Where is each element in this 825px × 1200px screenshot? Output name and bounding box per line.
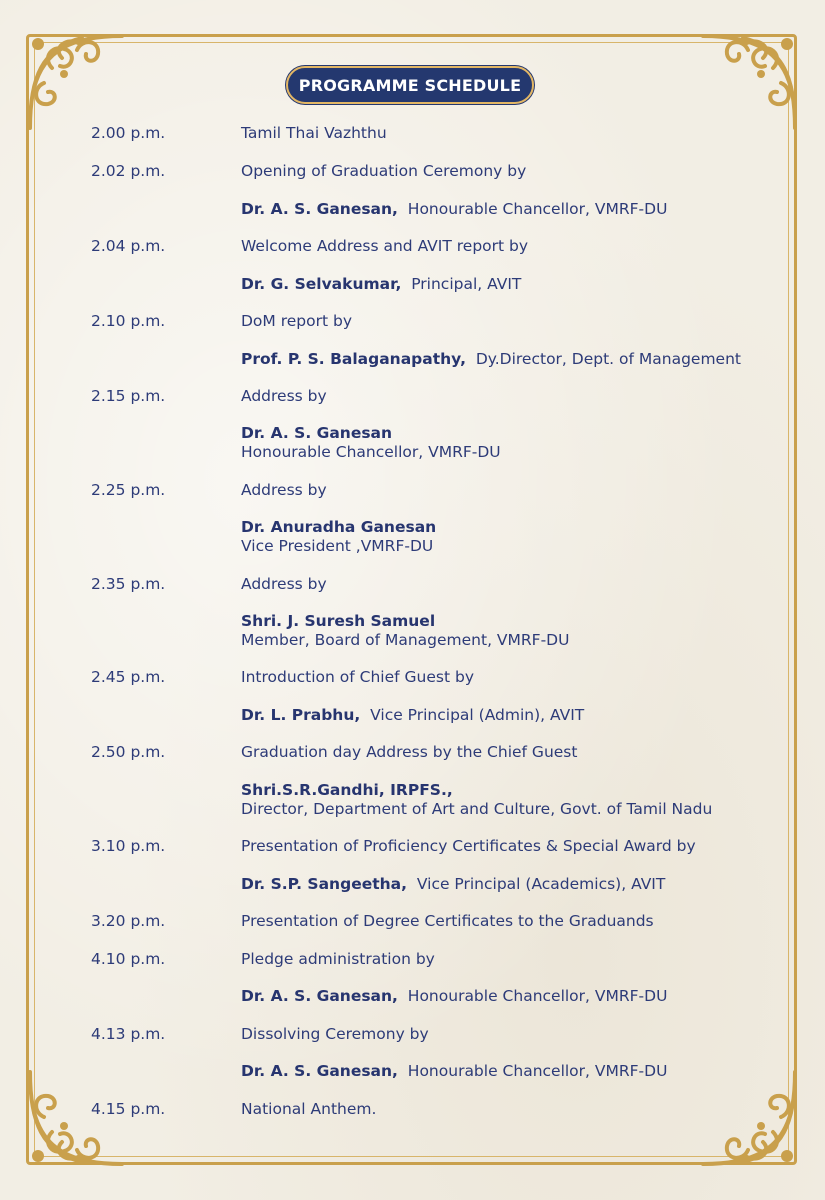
speaker-role: Director, Department of Art and Culture, Govt. of Tamil Nadu [241, 800, 713, 818]
corner-ornament-icon [693, 1062, 803, 1172]
speaker-line [241, 200, 667, 219]
speaker-name: Shri. J. Suresh Samuel [241, 612, 436, 630]
corner-ornament-icon [693, 28, 803, 138]
speaker-name: Dr. A. S. Ganesan, [241, 200, 398, 218]
schedule-time: 2.35 p.m. [91, 575, 166, 593]
speaker-role: Principal, AVIT [411, 275, 522, 293]
speaker-name: Dr. A. S. Ganesan, [241, 1062, 398, 1080]
schedule-event: National Anthem. [241, 1100, 377, 1118]
schedule-time: 2.45 p.m. [91, 668, 166, 686]
speaker-name: Prof. P. S. Balaganapathy, [241, 350, 466, 368]
schedule-event: Opening of Graduation Ceremony by [241, 162, 527, 180]
speaker-name: Dr. Anuradha Ganesan [241, 518, 437, 536]
schedule-event: Tamil Thai Vazhthu [241, 124, 387, 142]
schedule-event: Address by [241, 387, 327, 405]
speaker-line [241, 706, 584, 725]
speaker-name: Dr. A. S. Ganesan [241, 424, 393, 442]
schedule-time: 2.50 p.m. [91, 743, 166, 761]
schedule-event: Pledge administration by [241, 950, 435, 968]
speaker-name: Dr. L. Prabhu, [241, 706, 361, 724]
speaker-role: Vice Principal (Admin), AVIT [370, 706, 585, 724]
speaker-role: Honourable Chancellor, VMRF-DU [241, 443, 501, 461]
schedule-time: 4.15 p.m. [91, 1100, 166, 1118]
schedule-time: 2.02 p.m. [91, 162, 166, 180]
schedule-time: 2.15 p.m. [91, 387, 166, 405]
speaker-line [241, 781, 712, 819]
speaker-role: Honourable Chancellor, VMRF-DU [407, 987, 668, 1005]
schedule-event: Address by [241, 575, 327, 593]
schedule-time: 4.13 p.m. [91, 1025, 166, 1043]
speaker-line [241, 275, 521, 294]
speaker-role: Vice Principal (Academics), AVIT [416, 875, 666, 893]
schedule-event: Welcome Address and AVIT report by [241, 237, 529, 255]
schedule-time: 2.04 p.m. [91, 237, 166, 255]
corner-ornament-icon [22, 28, 132, 138]
speaker-role: Honourable Chancellor, VMRF-DU [407, 1062, 668, 1080]
speaker-line [241, 350, 741, 369]
speaker-line [241, 1062, 667, 1081]
speaker-role: Honourable Chancellor, VMRF-DU [407, 200, 668, 218]
schedule-time: 3.10 p.m. [91, 837, 166, 855]
speaker-role: Dy.Director, Dept. of Management [475, 350, 741, 368]
speaker-name: Shri.S.R.Gandhi, IRPFS., [241, 781, 453, 799]
schedule-event: Graduation day Address by the Chief Guest [241, 743, 578, 761]
schedule-time: 2.10 p.m. [91, 312, 166, 330]
schedule-event: Introduction of Chief Guest by [241, 668, 474, 686]
speaker-name: Dr. A. S. Ganesan, [241, 987, 398, 1005]
schedule-event: Presentation of Degree Certificates to the Graduands [241, 912, 654, 930]
speaker-name: Dr. S.P. Sangeetha, [241, 875, 408, 893]
speaker-line [241, 612, 569, 650]
schedule-event: Address by [241, 481, 327, 499]
speaker-name: Dr. G. Selvakumar, [241, 275, 402, 293]
speaker-line [241, 987, 667, 1006]
schedule-time: 2.00 p.m. [91, 124, 166, 142]
speaker-role: Member, Board of Management, VMRF-DU [241, 631, 570, 649]
schedule-event: DoM report by [241, 312, 352, 330]
speaker-line [241, 518, 436, 556]
schedule-time: 3.20 p.m. [91, 912, 166, 930]
page-title: PROGRAMME SCHEDULE [286, 66, 534, 104]
schedule-event: Dissolving Ceremony by [241, 1025, 429, 1043]
speaker-role: Vice President ,VMRF-DU [241, 537, 434, 555]
speaker-line [241, 424, 501, 462]
schedule-time: 2.25 p.m. [91, 481, 166, 499]
schedule-time: 4.10 p.m. [91, 950, 166, 968]
schedule-event: Presentation of Proficiency Certificates & Special Award by [241, 837, 696, 855]
speaker-line [241, 875, 665, 894]
